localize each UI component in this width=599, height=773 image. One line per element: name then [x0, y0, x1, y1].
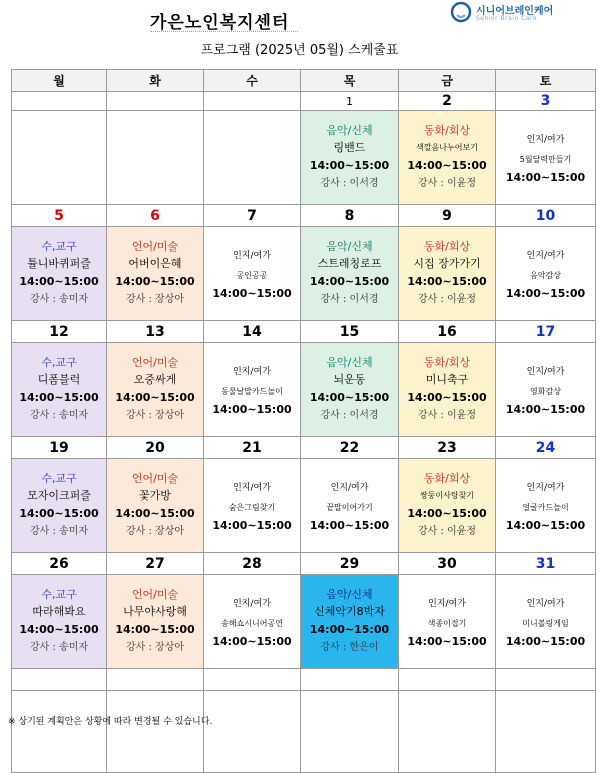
date-cell: 9: [399, 205, 496, 227]
program-name: 색종이접기: [427, 618, 467, 628]
program-category: 인지/여가: [526, 134, 565, 145]
program-cell: [12, 575, 107, 669]
date-cell: 13: [107, 321, 204, 343]
program-time: 14:00~15:00: [309, 518, 390, 532]
program-cell: [399, 575, 496, 669]
program-cell: [301, 227, 399, 321]
program-category: 인지/여가: [428, 598, 466, 609]
program-name: 음악감상: [530, 270, 561, 280]
program-name: 동물날말카드놀이: [221, 386, 283, 396]
date-cell: 23: [399, 437, 496, 459]
date-cell: 16: [399, 321, 496, 343]
program-name: 나무야사랑해: [123, 605, 187, 618]
program-teacher: 강사 : 송미자: [29, 410, 89, 421]
date-cell: 5: [12, 205, 107, 227]
program-name: 5월달력만들기: [519, 154, 572, 164]
date-cell: 31: [496, 553, 596, 575]
program-time: 14:00~15:00: [19, 275, 99, 288]
date-cell: 20: [107, 437, 204, 459]
program-name: 쌍둥이사탕찾기: [419, 491, 475, 500]
date-cell: [12, 92, 107, 111]
program-time: 14:00~15:00: [505, 170, 586, 184]
program-name: 얼굴카드놀이: [522, 502, 569, 512]
program-name: 따라해봐요: [32, 605, 86, 618]
date-cell: 12: [12, 321, 107, 343]
program-row-week1: [12, 111, 596, 205]
program-cell: [204, 343, 301, 437]
empty-cell: [204, 669, 301, 691]
program-name: 튤니바퀴퍼즐: [27, 257, 91, 270]
program-category: 인지/여가: [526, 482, 565, 493]
program-time: 14:00~15:00: [505, 518, 586, 532]
date-cell: 17: [496, 321, 596, 343]
program-teacher: 강사 : 이서경: [320, 294, 379, 305]
program-name: 디폼블럭: [37, 373, 81, 386]
center-name: 가은노인복지센터: [150, 13, 290, 33]
empty-cell: [496, 691, 596, 773]
date-row-week1: [12, 92, 596, 111]
program-category: 음악/신체: [326, 356, 373, 369]
program-name: 송해쇼시니어공연: [221, 618, 283, 628]
program-time: 14:00~15:00: [309, 391, 390, 404]
program-teacher: 강사 : 장상아: [125, 526, 185, 537]
program-time: 14:00~15:00: [505, 402, 586, 416]
date-cell: 24: [496, 437, 596, 459]
program-category: 인지/여가: [233, 366, 271, 377]
weekday-fri: 금: [399, 70, 496, 92]
weekday-wed: 수: [204, 70, 301, 92]
program-name: 어버이은혜: [128, 257, 182, 270]
date-cell: 26: [12, 553, 107, 575]
program-cell: [107, 343, 204, 437]
program-teacher: 강사 : 이윤정: [417, 526, 477, 537]
weekday-header-row: [12, 70, 596, 92]
date-cell: 1: [301, 92, 399, 111]
program-category: 수,교구: [41, 356, 77, 369]
date-cell: 8: [301, 205, 399, 227]
program-time: 14:00~15:00: [19, 623, 99, 636]
program-time: 14:00~15:00: [115, 275, 195, 288]
program-cell: [496, 459, 596, 553]
program-category: 동화/회상: [423, 124, 471, 137]
program-category: 동화/회상: [423, 472, 471, 485]
program-cell: [496, 227, 596, 321]
footnote: ※ 상기된 계획안은 상황에 따라 변경될 수 있습니다.: [8, 717, 213, 727]
program-time: 14:00~15:00: [407, 507, 487, 520]
empty-cell: [12, 111, 107, 205]
program-name: 시집 장가가기: [413, 257, 481, 270]
program-teacher: 강사 : 송미자: [29, 642, 89, 653]
program-name: 영화감상: [530, 386, 561, 396]
program-name: 미니축구: [425, 373, 469, 386]
empty-cell: [204, 691, 301, 773]
program-cell: [399, 111, 496, 205]
date-cell: 28: [204, 553, 301, 575]
program-category: 언어/미술: [131, 588, 179, 601]
title-underline: [150, 31, 298, 32]
program-cell: [204, 459, 301, 553]
schedule-subtitle: 프로그램 (2025년 05월) 스케줄표: [200, 43, 399, 58]
program-cell: [301, 575, 399, 669]
program-cell: [399, 459, 496, 553]
program-teacher: 강사 : 장상아: [125, 642, 185, 653]
empty-cell: [301, 669, 399, 691]
date-cell: 21: [204, 437, 301, 459]
program-name: 색깔음나누어보기: [416, 143, 478, 152]
date-cell: 15: [301, 321, 399, 343]
weekday-thu: 목: [301, 70, 399, 92]
program-name: 스트레칭로프: [317, 257, 382, 270]
program-row-week5: [12, 575, 596, 669]
program-category: 동화/회상: [423, 356, 471, 369]
program-category: 인지/여가: [233, 250, 271, 261]
program-cell: [107, 575, 204, 669]
date-row-week4: [12, 437, 596, 459]
weekday-mon: 월: [12, 70, 107, 92]
date-row-week6: [12, 669, 596, 691]
program-teacher: 강사 : 장상아: [125, 294, 185, 305]
empty-cell: [12, 669, 107, 691]
program-time: 14:00~15:00: [407, 275, 487, 288]
empty-cell: [107, 111, 204, 205]
program-name: 뇌운동: [333, 373, 366, 386]
program-time: 14:00~15:00: [212, 286, 292, 300]
program-teacher: 강사 : 송미자: [29, 526, 89, 537]
program-category: 언어/미술: [131, 240, 179, 253]
logo-tagline: Senior Brain Care: [476, 15, 538, 22]
date-cell: 7: [204, 205, 301, 227]
weekday-tue: 화: [107, 70, 204, 92]
program-cell: [399, 343, 496, 437]
empty-cell: [107, 669, 204, 691]
date-row-week2: [12, 205, 596, 227]
program-category: 음악/신체: [326, 240, 373, 253]
program-teacher: 강사 : 한은이: [320, 642, 379, 653]
program-time: 14:00~15:00: [407, 159, 487, 172]
brand-logo: [450, 0, 570, 26]
date-cell: [204, 92, 301, 111]
date-cell: 10: [496, 205, 596, 227]
date-cell: 2: [399, 92, 496, 111]
program-time: 14:00~15:00: [115, 507, 195, 520]
date-cell: 27: [107, 553, 204, 575]
program-name: 공인공공: [236, 270, 268, 280]
program-time: 14:00~15:00: [115, 391, 195, 404]
date-cell: 30: [399, 553, 496, 575]
program-name: 미니볼링게임: [522, 618, 569, 628]
program-cell: [204, 575, 301, 669]
program-category: 인지/여가: [330, 482, 369, 493]
program-category: 인지/여가: [233, 598, 271, 609]
program-teacher: 강사 : 이서경: [320, 410, 379, 421]
program-calendar: [11, 69, 596, 773]
program-teacher: 강사 : 이윤정: [417, 178, 477, 189]
program-cell: [301, 111, 399, 205]
program-name: 오중싸게: [133, 373, 177, 386]
program-teacher: 강사 : 이서경: [320, 178, 379, 189]
date-cell: 3: [496, 92, 596, 111]
program-cell: [107, 459, 204, 553]
date-row-week5: [12, 553, 596, 575]
program-category: 수,교구: [41, 240, 77, 253]
empty-cell: [204, 111, 301, 205]
date-cell: 19: [12, 437, 107, 459]
program-category: 음악/신체: [326, 588, 373, 601]
program-time: 14:00~15:00: [212, 402, 292, 416]
program-name: 링밴드: [333, 141, 366, 154]
logo-swirl-icon: [450, 1, 472, 23]
program-cell: [107, 227, 204, 321]
program-time: 14:00~15:00: [407, 634, 487, 648]
program-time: 14:00~15:00: [19, 507, 99, 520]
program-time: 14:00~15:00: [407, 391, 487, 404]
program-category: 동화/회상: [423, 240, 471, 253]
empty-cell: [12, 691, 107, 773]
program-row-week6: [12, 691, 596, 773]
weekday-sat: 토: [496, 70, 596, 92]
program-time: 14:00~15:00: [19, 391, 99, 404]
date-cell: 14: [204, 321, 301, 343]
program-name: 모자이크퍼즐: [27, 489, 91, 502]
program-teacher: 강사 : 이윤정: [417, 410, 477, 421]
program-cell: [12, 459, 107, 553]
program-category: 인지/여가: [526, 366, 565, 377]
program-cell: [399, 227, 496, 321]
program-cell: [301, 343, 399, 437]
program-category: 인지/여가: [526, 250, 565, 261]
empty-cell: [399, 691, 496, 773]
program-row-week2: [12, 227, 596, 321]
program-name: 끝말이어가기: [326, 502, 373, 512]
empty-cell: [107, 691, 204, 773]
program-name: 신체악기8박자: [314, 605, 385, 618]
logo-name: 시니어브레인케어: [476, 6, 554, 17]
program-cell: [12, 343, 107, 437]
program-teacher: 강사 : 장상아: [125, 410, 185, 421]
program-cell: [301, 459, 399, 553]
program-category: 수,교구: [41, 472, 77, 485]
program-row-week3: [12, 343, 596, 437]
program-teacher: 강사 : 송미자: [29, 294, 89, 305]
program-row-week4: [12, 459, 596, 553]
empty-cell: [496, 669, 596, 691]
program-time: 14:00~15:00: [505, 286, 586, 300]
program-cell: [12, 227, 107, 321]
program-category: 언어/미술: [131, 356, 179, 369]
program-cell: [496, 343, 596, 437]
program-time: 14:00~15:00: [309, 623, 390, 636]
program-time: 14:00~15:00: [309, 159, 390, 172]
empty-cell: [399, 669, 496, 691]
program-category: 언어/미술: [131, 472, 179, 485]
program-teacher: 강사 : 이윤정: [417, 294, 477, 305]
date-cell: 6: [107, 205, 204, 227]
program-time: 14:00~15:00: [212, 634, 292, 648]
program-name: 꽃가방: [139, 489, 171, 502]
program-name: 숨은그림찾기: [228, 502, 276, 512]
program-category: 인지/여가: [526, 598, 565, 609]
date-row-week3: [12, 321, 596, 343]
date-cell: 22: [301, 437, 399, 459]
program-category: 인지/여가: [233, 482, 271, 493]
program-cell: [204, 227, 301, 321]
empty-cell: [301, 691, 399, 773]
program-time: 14:00~15:00: [212, 518, 292, 532]
program-cell: [496, 575, 596, 669]
program-category: 음악/신체: [326, 124, 373, 137]
date-cell: 29: [301, 553, 399, 575]
program-time: 14:00~15:00: [115, 623, 195, 636]
program-category: 수,교구: [41, 588, 77, 601]
program-time: 14:00~15:00: [309, 275, 390, 288]
date-cell: [107, 92, 204, 111]
program-cell: [496, 111, 596, 205]
program-time: 14:00~15:00: [505, 634, 586, 648]
